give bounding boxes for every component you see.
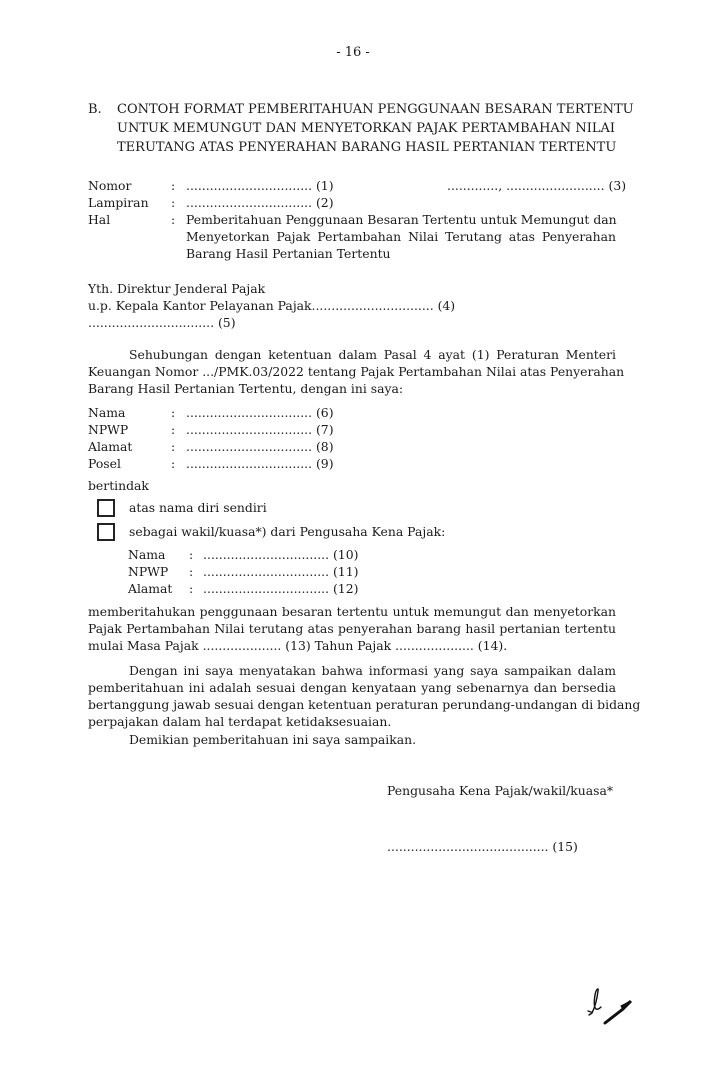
colon: : xyxy=(171,439,176,454)
declaration-line: Dengan ini saya menyatakan bahwa informasi yang saya sampaikan dalam xyxy=(129,663,616,678)
section-letter: B. xyxy=(88,102,102,117)
notice-line: mulai Masa Pajak .................... (13) Tahun Pajak .................... (14). xyxy=(88,638,508,653)
npwp-field[interactable]: ................................ (7) xyxy=(186,422,334,437)
nama-label: Nama xyxy=(88,405,126,420)
signatory-title: Pengusaha Kena Pajak/wakil/kuasa* xyxy=(387,783,614,798)
hal-label: Hal xyxy=(88,212,111,227)
colon: : xyxy=(189,547,194,562)
page-number: - 16 - xyxy=(336,45,370,60)
signatory-name-field[interactable]: ......................................... (15) xyxy=(387,839,578,854)
colon: : xyxy=(189,581,194,596)
representative-checkbox[interactable] xyxy=(97,523,115,541)
heading-line: UNTUK MEMUNGUT DAN MENYETORKAN PAJAK PERTAMBAHAN NILAI xyxy=(117,121,615,136)
lampiran-label: Lampiran xyxy=(88,195,149,210)
pkp-nama-label: Nama xyxy=(128,547,166,562)
heading-line: CONTOH FORMAT PEMBERITAHUAN PENGGUNAAN BESARAN TERTENTU xyxy=(117,102,634,117)
pkp-alamat-field[interactable]: ................................ (12) xyxy=(203,581,359,596)
own-behalf-label: atas nama diri sendiri xyxy=(129,500,267,515)
colon: : xyxy=(171,212,176,227)
alamat-label: Alamat xyxy=(88,439,133,454)
hal-text: Barang Hasil Pertanian Tertentu xyxy=(186,246,391,261)
intro-line: Barang Hasil Pertanian Tertentu, dengan ini saya: xyxy=(88,381,404,396)
posel-field[interactable]: ................................ (9) xyxy=(186,456,334,471)
declaration-line: perpajakan dalam hal terdapat ketidaksesuaian. xyxy=(88,714,392,729)
place-date-field[interactable]: ............., ......................... (3) xyxy=(447,178,627,193)
colon: : xyxy=(189,564,194,579)
own-behalf-checkbox[interactable] xyxy=(97,499,115,517)
pkp-alamat-label: Alamat xyxy=(128,581,173,596)
colon: : xyxy=(171,422,176,437)
intro-line: Sehubungan dengan ketentuan dalam Pasal 4 ayat (1) Peraturan Menteri xyxy=(129,347,616,362)
recipient-address-field[interactable]: ................................ (5) xyxy=(88,315,236,330)
declaration-line: bertanggung jawab sesuai dengan ketentuan peraturan perundang-undangan di bidang xyxy=(88,697,641,712)
closing-text: Demikian pemberitahuan ini saya sampaikan. xyxy=(129,732,417,747)
alamat-field[interactable]: ................................ (8) xyxy=(186,439,334,454)
pkp-npwp-label: NPWP xyxy=(128,564,169,579)
notice-line: memberitahukan penggunaan besaran tertentu untuk memungut dan menyetorkan xyxy=(88,604,616,619)
initials-signature-icon xyxy=(585,985,645,1025)
heading-line: TERUTANG ATAS PENYERAHAN BARANG HASIL PERTANIAN TERTENTU xyxy=(117,140,617,155)
recipient-office-field[interactable]: u.p. Kepala Kantor Pelayanan Pajak............................... (4) xyxy=(88,298,456,313)
hal-text: Pemberitahuan Penggunaan Besaran Tertentu untuk Memungut dan xyxy=(186,212,617,227)
colon: : xyxy=(171,195,176,210)
pkp-npwp-field[interactable]: ................................ (11) xyxy=(203,564,359,579)
posel-label: Posel xyxy=(88,456,121,471)
hal-text: Menyetorkan Pajak Pertambahan Nilai Terutang atas Penyerahan xyxy=(186,229,616,244)
declaration-line: pemberitahuan ini adalah sesuai dengan kenyataan yang sebenarnya dan bersedia xyxy=(88,680,616,695)
npwp-label: NPWP xyxy=(88,422,129,437)
acting-label: bertindak xyxy=(88,478,149,493)
colon: : xyxy=(171,456,176,471)
colon: : xyxy=(171,178,176,193)
intro-line: Keuangan Nomor .../PMK.03/2022 tentang Pajak Pertambahan Nilai atas Penyerahan xyxy=(88,364,625,379)
notice-line: Pajak Pertambahan Nilai terutang atas penyerahan barang hasil pertanian tertentu xyxy=(88,621,616,636)
nama-field[interactable]: ................................ (6) xyxy=(186,405,334,420)
pkp-nama-field[interactable]: ................................ (10) xyxy=(203,547,359,562)
lampiran-field[interactable]: ................................ (2) xyxy=(186,195,334,210)
colon: : xyxy=(171,405,176,420)
representative-label: sebagai wakil/kuasa*) dari Pengusaha Kena Pajak: xyxy=(129,524,446,539)
nomor-field[interactable]: ................................ (1) xyxy=(186,178,334,193)
recipient-line: Yth. Direktur Jenderal Pajak xyxy=(88,281,266,296)
nomor-label: Nomor xyxy=(88,178,132,193)
